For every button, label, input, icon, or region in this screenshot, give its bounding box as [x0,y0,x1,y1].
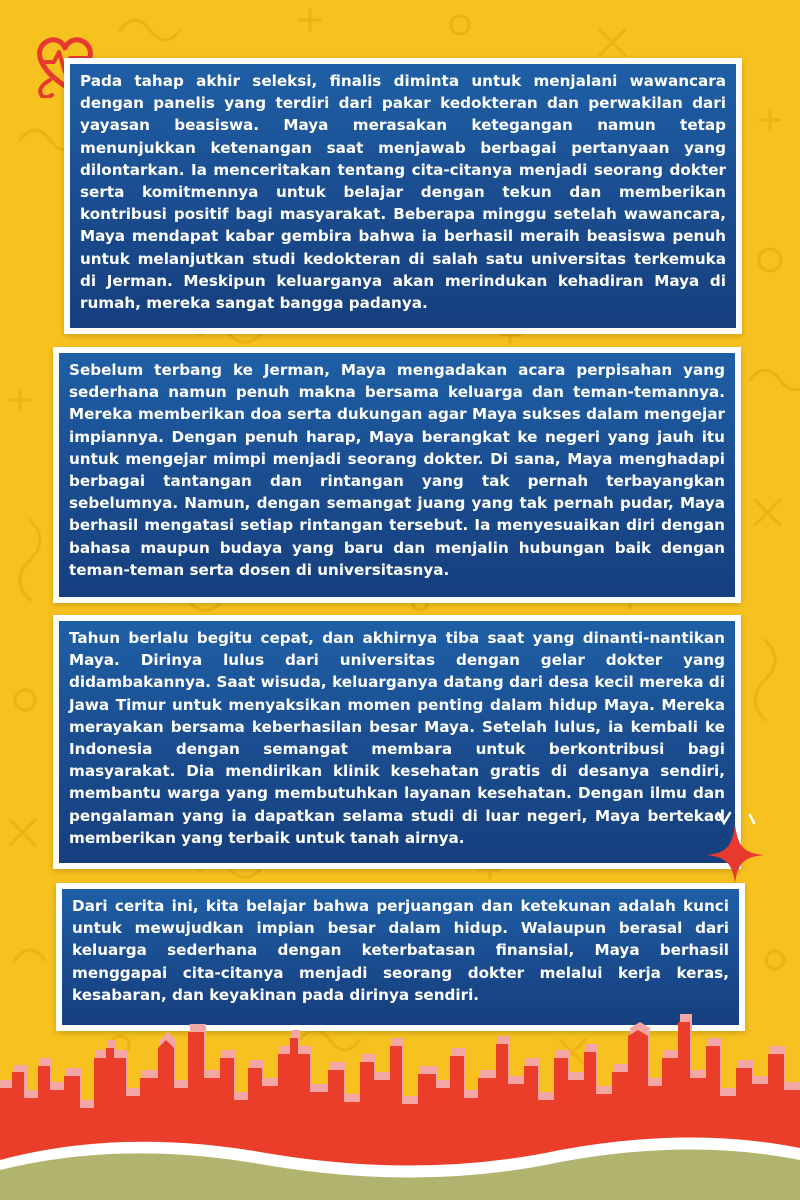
sparkle-star-icon [700,805,770,885]
paragraph-2: Sebelum terbang ke Jerman, Maya mengadakan acara perpisahan yang sederhana namun penuh makna bersama keluarga dan teman-temannya. Mereka memberikan doa serta dukungan agar Maya sukses dalam mengejar impiannya. Dengan penuh harap, Maya berangkat ke negeri yang jauh itu untuk mengejar mimpi menjadi seorang dokter. Di sana, Maya menghadapi berbagai tantangan dan rintangan yang tak pernah terbayangkan sebelumnya. Namun, dengan semangat juang yang tak pernah pudar, Maya berhasil mengatasi setiap rintangan tersebut. Ia menyesuaikan diri dengan bahasa maupun budaya yang baru dan menjalin hubungan baik dengan teman-teman serta dosen di universitasnya. [59,353,735,597]
story-panel-3 [53,615,741,869]
paragraph-1: Pada tahap akhir seleksi, finalis diminta untuk menjalani wawancara dengan panelis yang terdiri dari pakar kedokteran dan perwakilan dari yayasan beasiswa. Maya merasakan ketegangan namun tetap menunjukkan ketenangan saat menjawab berbagai pertanyaan yang dilontarkan. Ia menceritakan tentang cita-citanya menjadi seorang dokter serta komitmennya untuk belajar dengan tekun dan memberikan kontribusi positif bagi masyarakat. Beberapa minggu setelah wawancara, Maya mendapat kabar gembira bahwa ia berhasil meraih beasiswa penuh untuk melanjutkan studi kedokteran di salah satu universitas terkemuka di Jerman. Meskipun keluarganya akan merindukan kehadiran Maya di rumah, mereka sangat bangga padanya. [70,64,736,328]
paragraph-3: Tahun berlalu begitu cepat, dan akhirnya tiba saat yang dinanti-nantikan Maya. Dirinya lulus dari universitas dengan gelar dokter yang didambakannya. Saat wisuda, keluarganya datang dari desa kecil mereka di Jawa Timur untuk menyaksikan momen penting dalam hidup Maya. Mereka merayakan bersama keberhasilan besar Maya. Setelah lulus, ia kembali ke Indonesia dengan semangat membara untuk berkontribusi bagi masyarakat. Dia mendirikan klinik kesehatan gratis di desanya sendiri, membantu warga yang membutuhkan layanan kesehatan. Dengan ilmu dan pengalaman yang ia dapatkan selama studi di luar negeri, Maya bertekad memberikan yang terbaik untuk tanah airnya. [59,621,735,863]
story-panel-4 [56,883,745,1031]
city-skyline-illustration [0,1010,800,1200]
story-panel-1 [64,58,742,334]
paragraph-4-moral: Dari cerita ini, kita belajar bahwa perjuangan dan ketekunan adalah kunci untuk mewujudkan impian besar dalam hidup. Walaupun berasal dari keluarga sederhana dengan keterbatasan finansial, Maya berhasil menggapai cita-citanya menjadi seorang dokter melalui kerja keras, kesabaran, dan keyakinan pada dirinya sendiri. [62,889,739,1025]
story-panel-2 [53,347,741,603]
